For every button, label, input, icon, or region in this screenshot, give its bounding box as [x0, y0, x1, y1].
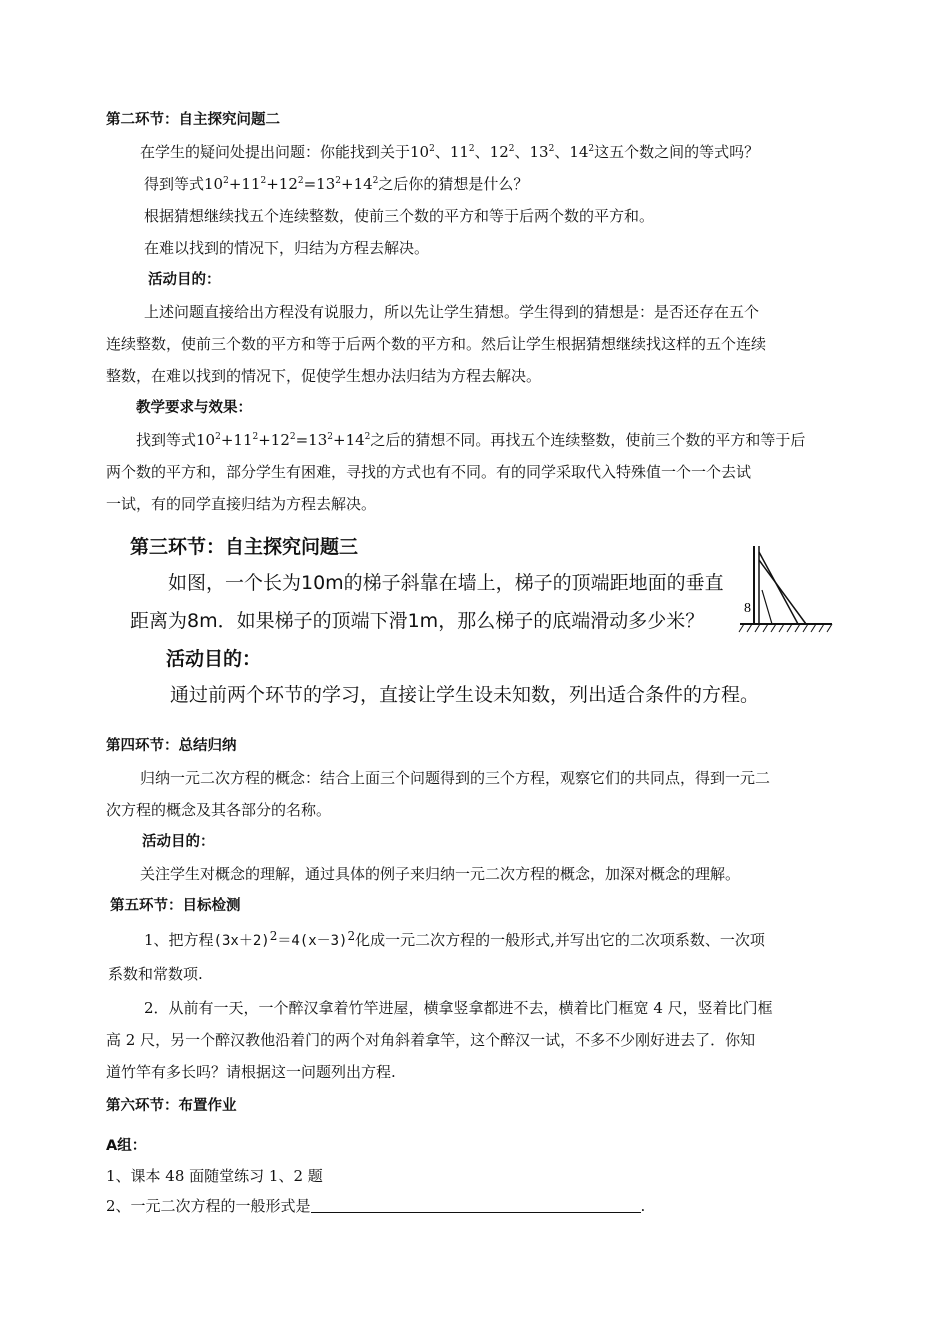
sec4-line-2: 次方程的概念及其各部分的名称。 [106, 801, 332, 819]
section-6-title: 第六环节：布置作业 [106, 1098, 237, 1114]
sec4-purpose-label: 活动目的： [142, 834, 215, 850]
sec4-line-1: 归纳一元二次方程的概念：结合上面三个问题得到的三个方程，观察它们的共同点，得到一元二 [140, 769, 771, 787]
sec5-question-2-line-2: 高 2 尺，另一个醉汉教他沿着门的两个对角斜着拿竿，这个醉汉一试，不多不少刚好进去了．你知 [106, 1031, 756, 1049]
sec2-paragraph-2: 得到等式$10^2+11^2+12^2=13^2+14^2$之后你的猜想是什么？ [144, 175, 529, 193]
homework-item-1: 1、课本 48 面随堂练习 1、2 题 [106, 1167, 323, 1185]
sec2-requirements-line-1: 找到等式$10^2+11^2+12^2=13^2+14^2$之后的猜想不同。再找五个连续整数，使前三个数的平方和等于后 [136, 431, 806, 449]
sec5-question-1-line-1: 1、把方程$(3x+2)^2=4(x-3)^2$化成一元二次方程的一般形式,并写出它的二次项系数、一次项 [144, 929, 765, 949]
sec2-purpose-line-3: 整数，在难以找到的情况下，促使学生想办法归结为方程去解决。 [106, 367, 542, 385]
sec3-purpose-text: 通过前两个环节的学习，直接让学生设未知数，列出适合条件的方程。 [170, 684, 760, 706]
sec2-paragraph-4: 在难以找到的情况下，归结为方程去解决。 [144, 239, 430, 257]
sec2-paragraph-3: 根据猜想继续找五个连续整数，使前三个数的平方和等于后两个数的平方和。 [144, 207, 655, 225]
sec2-purpose-line-1: 上述问题直接给出方程没有说服力，所以先让学生猜想。学生得到的猜想是：是否还存在五个 [144, 303, 760, 321]
figure-label-8: 8 [744, 601, 751, 616]
sec2-requirements-line-2: 两个数的平方和，部分学生有困难，寻找的方式也有不同。有的同学采取代入特殊值一个一个去试 [106, 463, 752, 481]
sec3-question-line-2: 距离为8m．如果梯子的顶端下滑1m，那么梯子的底端滑动多少米？ [130, 610, 705, 632]
section-3-title: 第三环节：自主探究问题三 [130, 536, 359, 558]
homework-group-label: A组： [106, 1138, 147, 1154]
sec2-requirements-label: 教学要求与效果： [136, 400, 252, 416]
sec2-paragraph-1: 在学生的疑问处提出问题：你能找到关于$10^2$、$11^2$、$12^2$、$13^2$、$14^2$这五个数之间的等式吗？ [140, 143, 760, 161]
sec2-requirements-line-3: 一试，有的同学直接归结为方程去解决。 [106, 495, 377, 513]
section-2-title: 第二环节：自主探究问题二 [106, 112, 280, 128]
answer-blank[interactable] [311, 1198, 641, 1213]
sec2-purpose-line-2: 连续整数，使前三个数的平方和等于后两个数的平方和。然后让学生根据猜想继续找这样的五个连续 [106, 335, 767, 353]
homework-item-2: 2、一元二次方程的一般形式是 . [106, 1197, 646, 1215]
sec5-question-1-line-2: 系数和常数项. [108, 965, 203, 983]
sec4-purpose-text: 关注学生对概念的理解，通过具体的例子来归纳一元二次方程的概念，加深对概念的理解。 [140, 865, 741, 883]
sec2-purpose-label: 活动目的： [148, 272, 221, 288]
ladder-figure [736, 540, 836, 635]
sec5-question-2-line-3: 道竹竿有多长吗？请根据这一问题列出方程. [106, 1063, 396, 1081]
sec3-purpose-label: 活动目的： [166, 648, 262, 670]
sec3-question-line-1: 如图，一个长为10m的梯子斜靠在墙上，梯子的顶端距地面的垂直 [168, 572, 724, 594]
sec5-question-2-line-1: 2．从前有一天，一个醉汉拿着竹竿进屋，横拿竖拿都进不去，横着比门框宽 4 尺，竖着比门框 [144, 999, 773, 1017]
section-4-title: 第四环节：总结归纳 [106, 738, 237, 754]
section-5-title: 第五环节：目标检测 [110, 898, 241, 914]
